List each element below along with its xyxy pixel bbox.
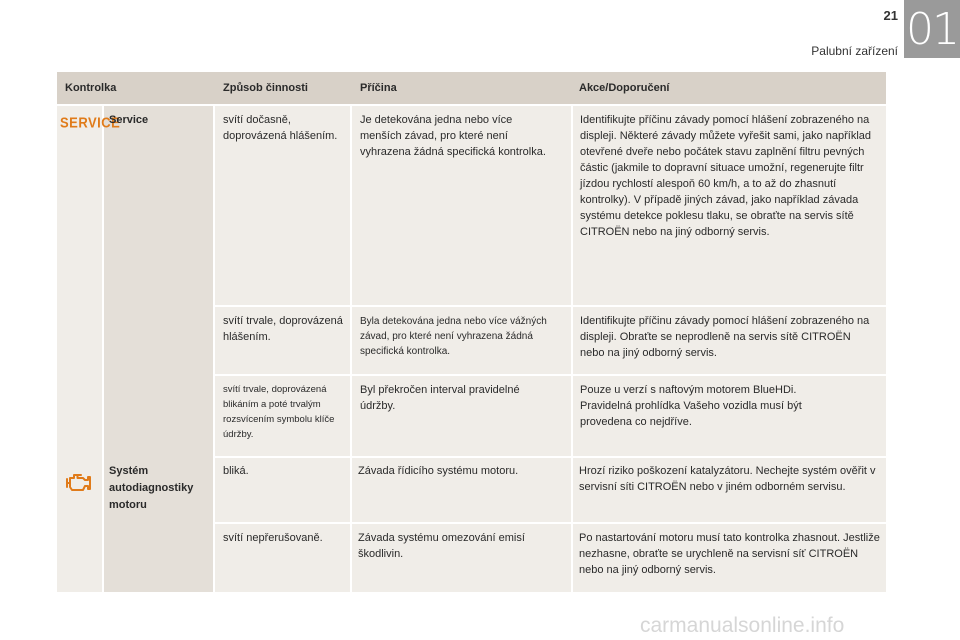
page-number: 21 bbox=[883, 8, 898, 23]
mode-text: svítí nepřerušovaně. bbox=[223, 532, 323, 544]
cause-text: Byl překročen interval pravidelné údržby. bbox=[360, 384, 520, 412]
action-text: Identifikujte příčinu závady pomocí hlášení zobrazeného na displeji. Obraťte se neprodleně na servis sítě CITROËN nebo na jiný odborný servis. bbox=[580, 315, 870, 359]
cause-text: Byla detekována jedna nebo více vážných závad, pro které není vyhrazena žádná specifická kontrolka. bbox=[360, 316, 547, 357]
mode-text: bliká. bbox=[223, 465, 249, 477]
cause-text: Je detekována jedna nebo více menších závad, pro které není vyhrazena žádná specifická kontrolka. bbox=[360, 114, 546, 158]
header-kontrolka: Kontrolka bbox=[65, 82, 117, 94]
warning-name-engine: Systém autodiagnostiky motoru bbox=[109, 465, 194, 511]
mode-text: svítí dočasně, doprovázená hlášením. bbox=[223, 114, 338, 142]
cause-text: Závada řídicího systému motoru. bbox=[358, 465, 519, 477]
warning-name-service: Service bbox=[109, 114, 149, 126]
action-text: Po nastartování motoru musí tato kontrolka zhasnout. Jestliže nezhasne, obraťte se urychleně na servisní síť CITROËN nebo na jiný odborný servis. bbox=[579, 532, 880, 576]
mode-text: svítí trvale, doprovázená blikáním a poté trvalým rozsvícením symbolu klíče údržby. bbox=[223, 384, 335, 440]
name-column bbox=[104, 106, 213, 592]
header-akce: Akce/Doporučení bbox=[579, 82, 670, 94]
cause-text: Závada systému omezování emisí škodlivin. bbox=[358, 532, 525, 560]
service-warning-icon: SERVICE bbox=[60, 113, 121, 132]
watermark: carmanualsonline.info bbox=[640, 614, 845, 637]
header-zpusob: Způsob činnosti bbox=[223, 82, 308, 94]
chapter-tab: 01 bbox=[904, 0, 960, 58]
header-pricina: Příčina bbox=[360, 82, 397, 94]
action-text: Hrozí riziko poškození katalyzátoru. Nechejte systém ověřit v servisní síti CITROËN nebo v jiném odborném servisu. bbox=[579, 465, 876, 493]
section-title: Palubní zařízení bbox=[811, 44, 898, 58]
mode-text: svítí trvale, doprovázená hlášením. bbox=[223, 315, 343, 343]
engine-check-icon bbox=[64, 470, 92, 499]
icon-column bbox=[57, 106, 102, 592]
table-header bbox=[57, 72, 886, 104]
action-text: Identifikujte příčinu závady pomocí hlášení zobrazeného na displeji. Některé závady můžete vyřešit sami, jako například otevřené dveře nebo počátek stavu zaplnění filtru pevných částic (jakmile to dopravní situace umožní, regenerujte filtr jízdou rychlostí alespoň 60 km/h, a to až do zhasnutí kontrolky). V případě jiných závad, jako například závada systému detekce poklesu tlaku, se obraťte na servis sítě CITROËN nebo na jiný odborný servis. bbox=[580, 114, 872, 238]
action-text: Pouze u verzí s naftovým motorem BlueHDi. Pravidelná prohlídka Vašeho vozidla musí být provedena co nejdříve. bbox=[580, 384, 802, 428]
